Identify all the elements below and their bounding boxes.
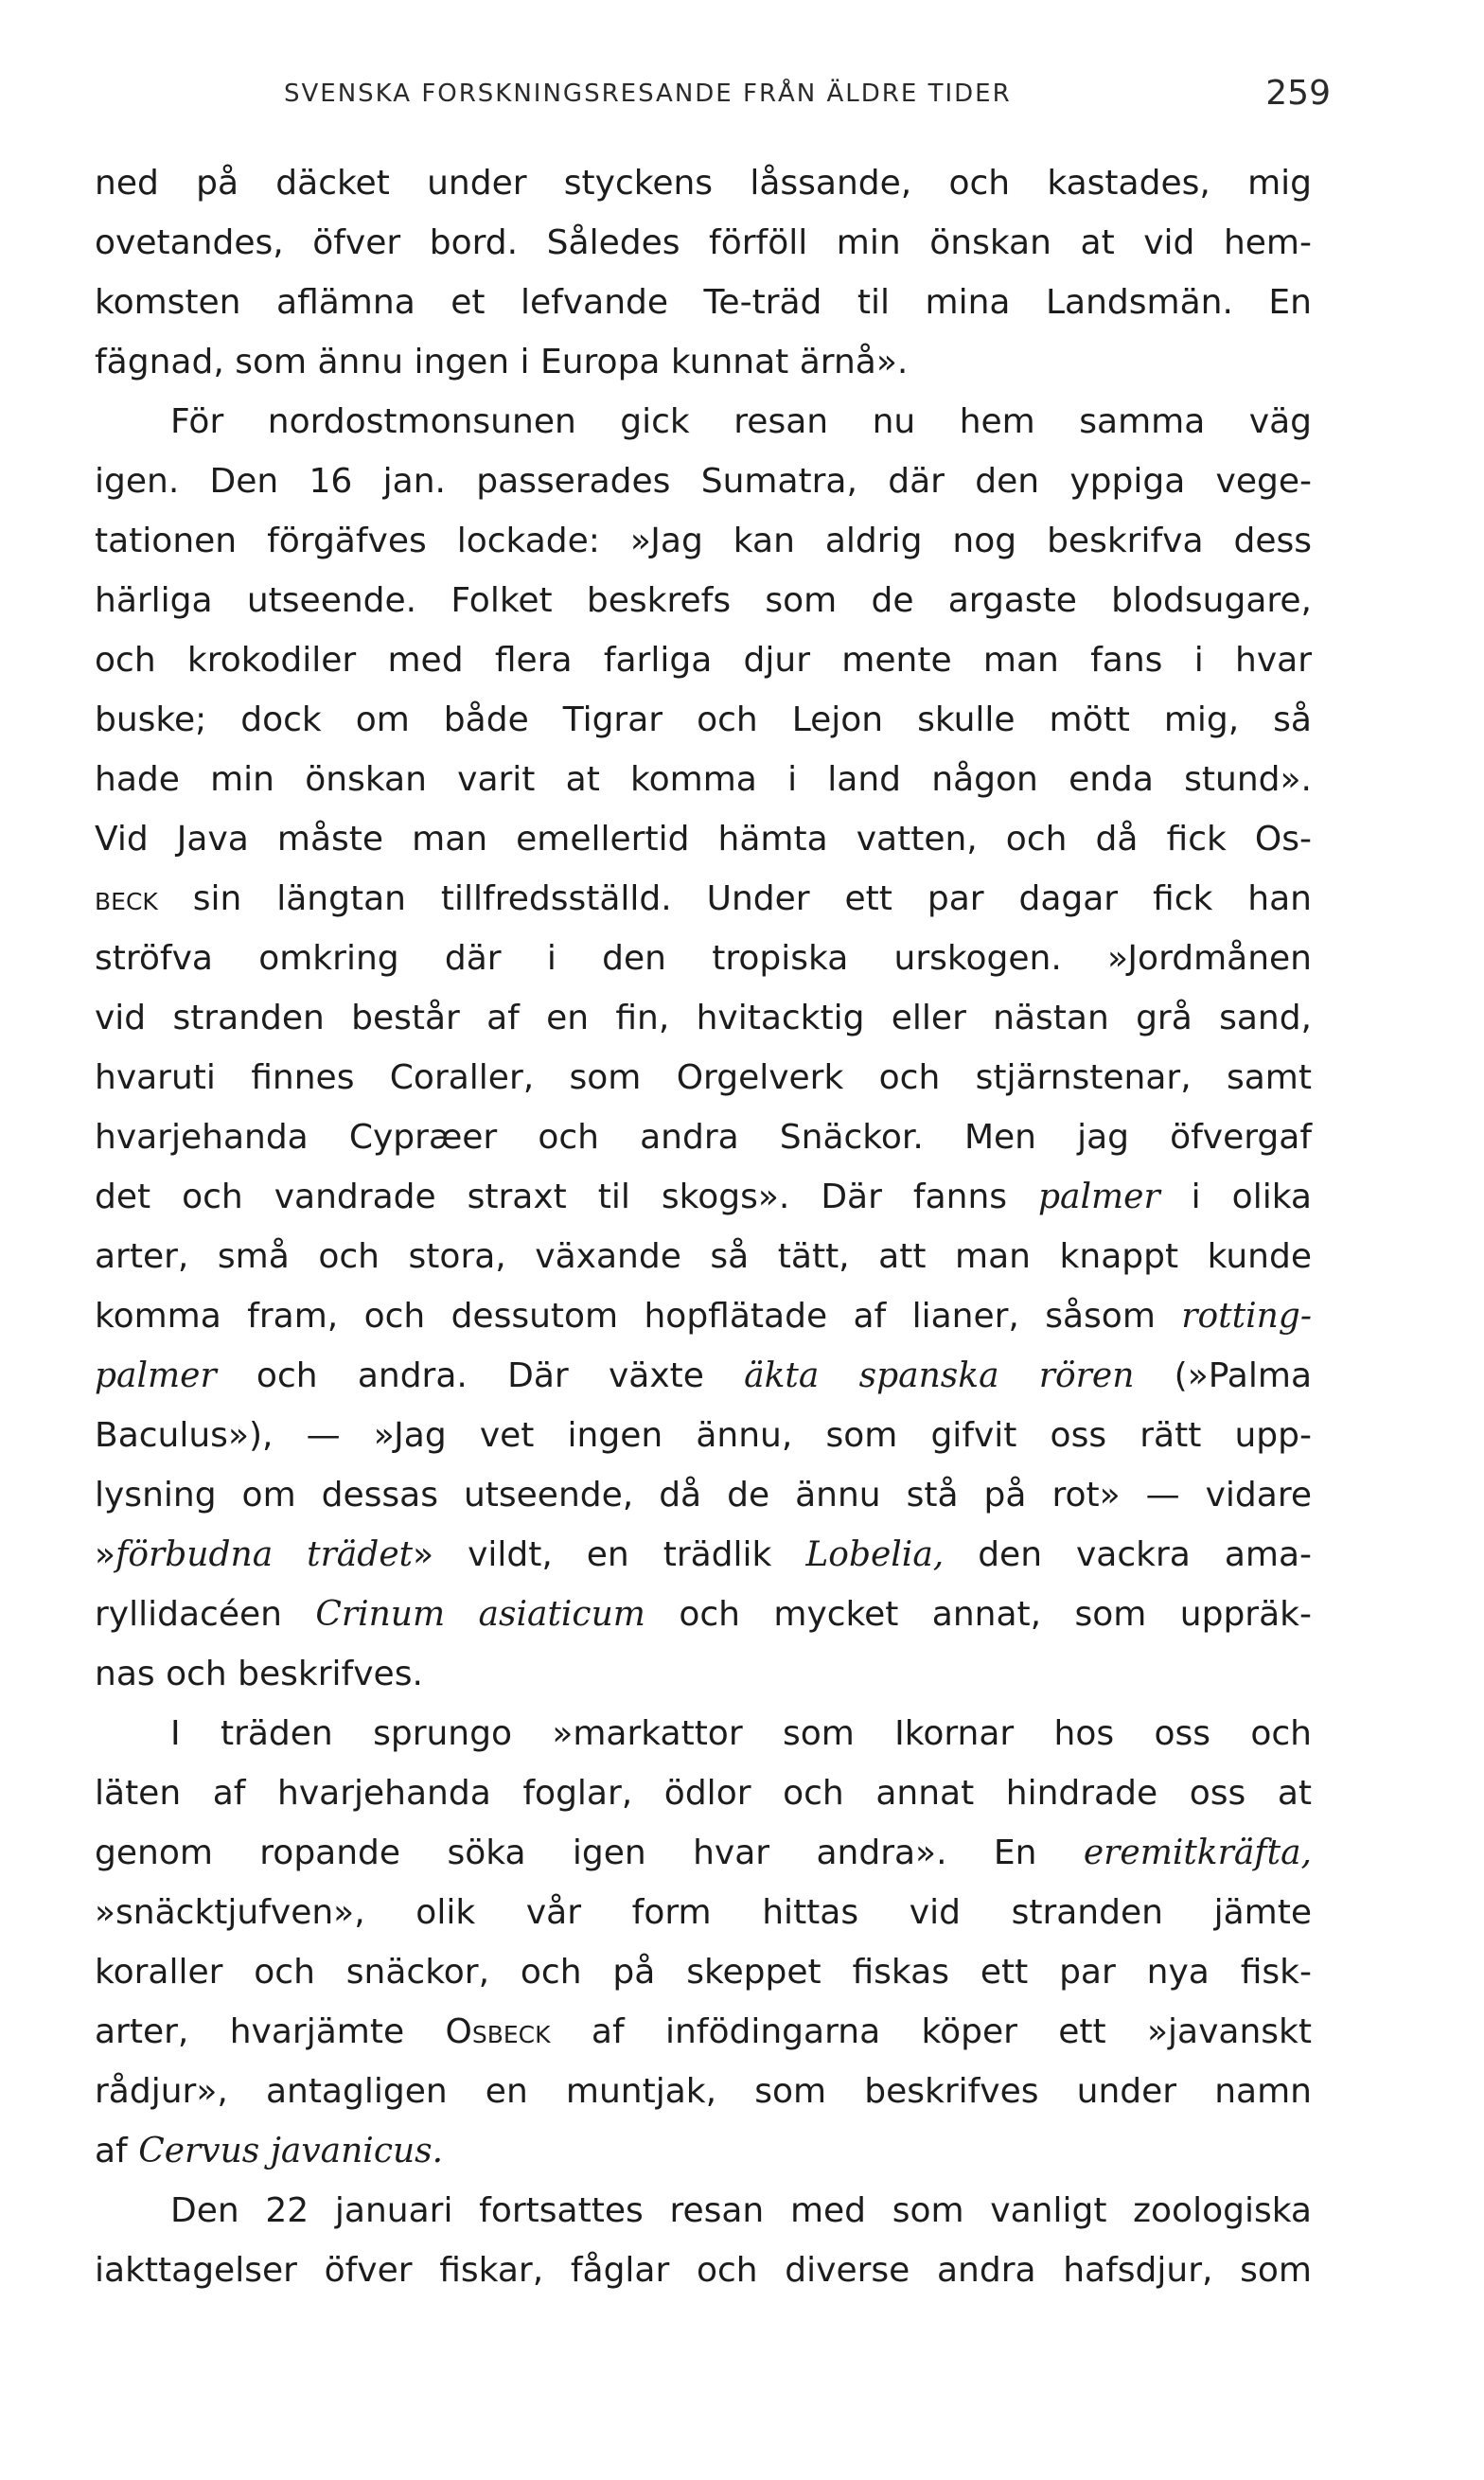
text-line: vid stranden består af en fin, hvitacktig eller nästan grå sand, bbox=[95, 999, 1312, 1037]
italic-term: eremitkräfta, bbox=[1083, 1833, 1312, 1872]
text-line: igen. Den 16 jan. passerades Sumatra, där den yppiga vege- bbox=[95, 462, 1312, 501]
text-line: komsten aflämna et lefvande Te-träd til mina Landsmän. En bbox=[95, 283, 1312, 322]
text-line: lysning om dessas utseende, då de ännu stå på rot» — vidare bbox=[95, 1476, 1312, 1515]
text-line: »förbudna trädet» vildt, en trädlik Lobelia, den vackra ama- bbox=[95, 1535, 1312, 1574]
text-line: »snäcktjufven», olik vår form hittas vid stranden jämte bbox=[95, 1893, 1312, 1932]
paragraph-end-line: fägnad, som ännu ingen i Europa kunnat ärnå». bbox=[95, 343, 909, 381]
body-text bbox=[95, 153, 1312, 2300]
text-line: arter, små och stora, växande så tätt, att man knappt kunde bbox=[95, 1237, 1312, 1276]
italic-term: Crinum asiaticum bbox=[315, 1595, 645, 1634]
italic-term: palmer bbox=[95, 1356, 217, 1395]
paragraph-start-line: För nordostmonsunen gick resan nu hem samma väg bbox=[170, 402, 1312, 441]
text-line: hade min önskan varit at komma i land någon enda stund». bbox=[95, 760, 1312, 799]
italic-term: äkta spanska rören bbox=[744, 1356, 1135, 1395]
text-line: iakttagelser öfver fiskar, fåglar och diverse andra hafsdjur, som bbox=[95, 2251, 1312, 2290]
text-line: tationen förgäfves lockade: »Jag kan aldrig nog beskrifva dess bbox=[95, 522, 1312, 560]
text-line: hvaruti finnes Coraller, som Orgelverk och stjärnstenar, samt bbox=[95, 1058, 1312, 1097]
text-line: beck sin längtan tillfredsställd. Under ett par dagar fick han bbox=[95, 879, 1312, 918]
text-line: läten af hvarjehanda foglar, ödlor och annat hindrade oss at bbox=[95, 1774, 1312, 1813]
page-number: 259 bbox=[1265, 74, 1331, 113]
text-line: ströfva omkring där i den tropiska urskogen. »Jordmånen bbox=[95, 939, 1312, 978]
text-line: Vid Java måste man emellertid hämta vatten, och då fick Os- bbox=[95, 820, 1312, 859]
small-caps-name: beck bbox=[95, 879, 158, 918]
paragraph-start-line: I träden sprungo »markattor som Ikornar hos oss och bbox=[170, 1714, 1312, 1753]
paragraph-end-line: af Cervus javanicus. bbox=[95, 2132, 444, 2170]
paragraph-start-line: Den 22 januari fortsattes resan med som vanligt zoologiska bbox=[170, 2191, 1312, 2230]
running-head bbox=[95, 74, 1331, 114]
small-caps-name: Osbeck bbox=[445, 2012, 551, 2051]
text-line: Baculus»), — »Jag vet ingen ännu, som gifvit oss rätt upp- bbox=[95, 1416, 1312, 1455]
italic-term: palmer bbox=[1038, 1178, 1160, 1216]
text-line: och krokodiler med flera farliga djur mente man fans i hvar bbox=[95, 641, 1312, 680]
text-line: buske; dock om både Tigrar och Lejon skulle mött mig, så bbox=[95, 700, 1312, 739]
italic-term: rotting- bbox=[1181, 1297, 1312, 1336]
text-line: härliga utseende. Folket beskrefs som de argaste blodsugare, bbox=[95, 581, 1312, 620]
text-line: ovetandes, öfver bord. Således förföll min önskan at vid hem- bbox=[95, 223, 1312, 262]
text-line: genom ropande söka igen hvar andra». En eremitkräfta, bbox=[95, 1833, 1312, 1872]
italic-term: Cervus javanicus. bbox=[138, 2132, 444, 2170]
text-line: arter, hvarjämte Osbeck af infödingarna köper ett »javanskt bbox=[95, 2012, 1313, 2051]
text-line: komma fram, och dessutom hopflätade af lianer, såsom rotting- bbox=[95, 1297, 1312, 1336]
text-line: palmer och andra. Där växte äkta spanska rören (»Palma bbox=[95, 1356, 1313, 1395]
text-line: ryllidacéen Crinum asiaticum och mycket annat, som uppräk- bbox=[95, 1595, 1312, 1634]
paragraph-end-line: nas och beskrifves. bbox=[95, 1655, 423, 1693]
text-line: ned på däcket under styckens låssande, och kastades, mig bbox=[95, 164, 1312, 203]
text-line: rådjur», antagligen en muntjak, som beskrifves under namn bbox=[95, 2072, 1312, 2111]
text-line: koraller och snäckor, och på skeppet fiskas ett par nya fisk- bbox=[95, 1953, 1312, 1992]
text-line: hvarjehanda Cypræer och andra Snäckor. Men jag öfvergaf bbox=[95, 1118, 1312, 1157]
running-head-title: SVENSKA FORSKNINGSRESANDE FRÅN ÄLDRE TIDER bbox=[284, 80, 1012, 108]
text-line: det och vandrade straxt til skogs». Där fanns palmer i olika bbox=[95, 1178, 1312, 1216]
italic-term: förbudna trädet bbox=[115, 1535, 414, 1574]
italic-term: Lobelia, bbox=[805, 1535, 945, 1574]
